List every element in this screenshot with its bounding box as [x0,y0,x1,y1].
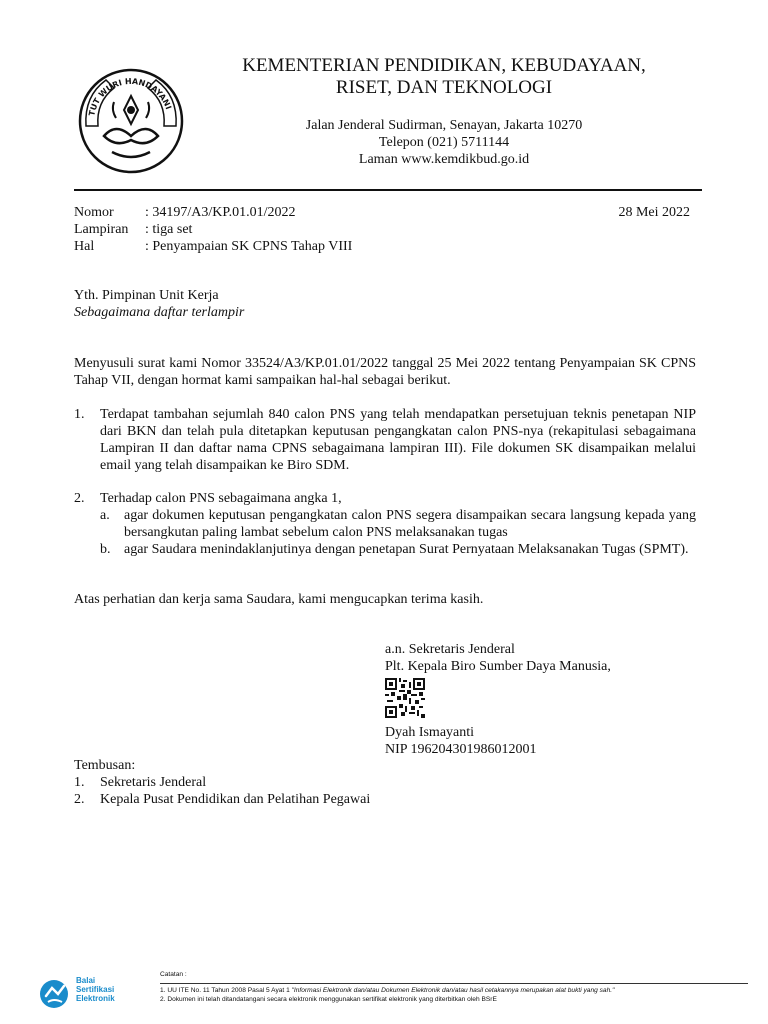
signature-line1: a.n. Sekretaris Jenderal [385,642,515,657]
ministry-name-line2: RISET, DAN TEKNOLOGI [335,77,553,98]
sub-list-item: b. agar Saudara menindaklanjutinya dengan penetapan Surat Pernyataan Melaksanakan Tugas (SPMT). [100,542,689,557]
letterhead-title [196,55,692,99]
header-divider [74,189,702,191]
notes-title: Catatan : [160,971,187,978]
intro-paragraph: Menyusuli surat kami Nomor 33524/A3/KP.01.01/2022 tanggal 25 Mei 2022 tentang Penyampaian SK CPNS Tahap VII, dengan hormat kami sampaikan hal-hal sebagai berikut. [74,356,696,388]
note-2: 2. Dokumen ini telah ditandatangani secara elektronik menggunakan sertifikat elektronik yang diterbitkan oleh BSrE [160,996,497,1003]
sub-list-item: a. agar dokumen keputusan pengangkatan calon PNS segera disampaikan secara langsung kepada yang bersangkutan paling lambat sebelum calon PNS melaksanakan tugas [100,508,696,540]
letter-date: 28 Mei 2022 [618,205,690,220]
meta-lampiran: Lampiran : tiga set [74,222,193,237]
list-item: 1. Terdapat tambahan sejumlah 840 calon PNS yang telah mendapatkan persetujuan teknis penetapan NIP dari BKN dan telah pula ditetapkan keputusan pengangkatan calon PNS-nya (rekapitulasi sebagaimana Lampiran II dan daftar nama CPNS sebagaimana lampiran III). File dokumen SK disampaikan melalui email yang telah disampaikan ke Biro SDM. [74,407,696,473]
bsre-name: Balai Sertifikasi Elektronik [76,976,115,1003]
signer-nip: NIP 196204301986012001 [385,742,537,757]
qr-code-icon [385,678,425,718]
letter-subject: : Penyampaian SK CPNS Tahap VIII [145,239,353,254]
attachment-count: : tiga set [145,222,193,237]
recipient-line1: Yth. Pimpinan Unit Kerja [74,288,219,303]
ministry-name-line1: KEMENTERIAN PENDIDIKAN, KEBUDAYAAN, [242,55,646,76]
signer-name: Dyah Ismayanti [385,725,475,740]
note-1: 1. UU ITE No. 11 Tahun 2008 Pasal 5 Ayat 1 "Informasi Elektronik dan/atau Dokumen Elektronik dan/atau hasil cetakannya merupakan alat bukti yang sah." [160,987,615,994]
list-item: 2. Kepala Pusat Pendidikan dan Pelatihan Pegawai [74,792,371,807]
meta-hal: Hal : Penyampaian SK CPNS Tahap VIII [74,239,353,254]
letter-number: : 34197/A3/KP.01.01/2022 [145,205,296,220]
footer [38,968,748,1018]
signer [385,724,537,758]
carbon-copy [74,757,370,808]
recipient-line2: Sebagaimana daftar terlampir [74,305,245,320]
letter-meta [74,204,694,255]
cc-title: Tembusan: [74,758,136,773]
signature-block [385,641,611,675]
address: Jalan Jenderal Sudirman, Senayan, Jakarta 10270 [305,118,583,133]
ministry-logo [76,66,186,176]
phone: Telepon (021) 5711144 [378,135,510,150]
letterhead-contact [196,117,692,168]
closing-sentence: Atas perhatian dan kerja sama Saudara, kami mengucapkan terima kasih. [74,592,484,607]
signature-line2: Plt. Kepala Biro Sumber Daya Manusia, [385,659,611,674]
meta-nomor: Nomor : 34197/A3/KP.01.01/2022 [74,205,296,220]
svg-text:TUT WURI HANDAYANI: TUT WURI HANDAYANI [87,76,173,117]
notes-divider [160,983,748,984]
list-item: 1. Sekretaris Jenderal [74,775,207,790]
recipient [74,287,244,321]
footer-notes [160,970,748,1004]
website: Laman www.kemdikbud.go.id [358,152,530,167]
list-item: 2. Terhadap calon PNS sebagaimana angka 1, [74,491,342,506]
